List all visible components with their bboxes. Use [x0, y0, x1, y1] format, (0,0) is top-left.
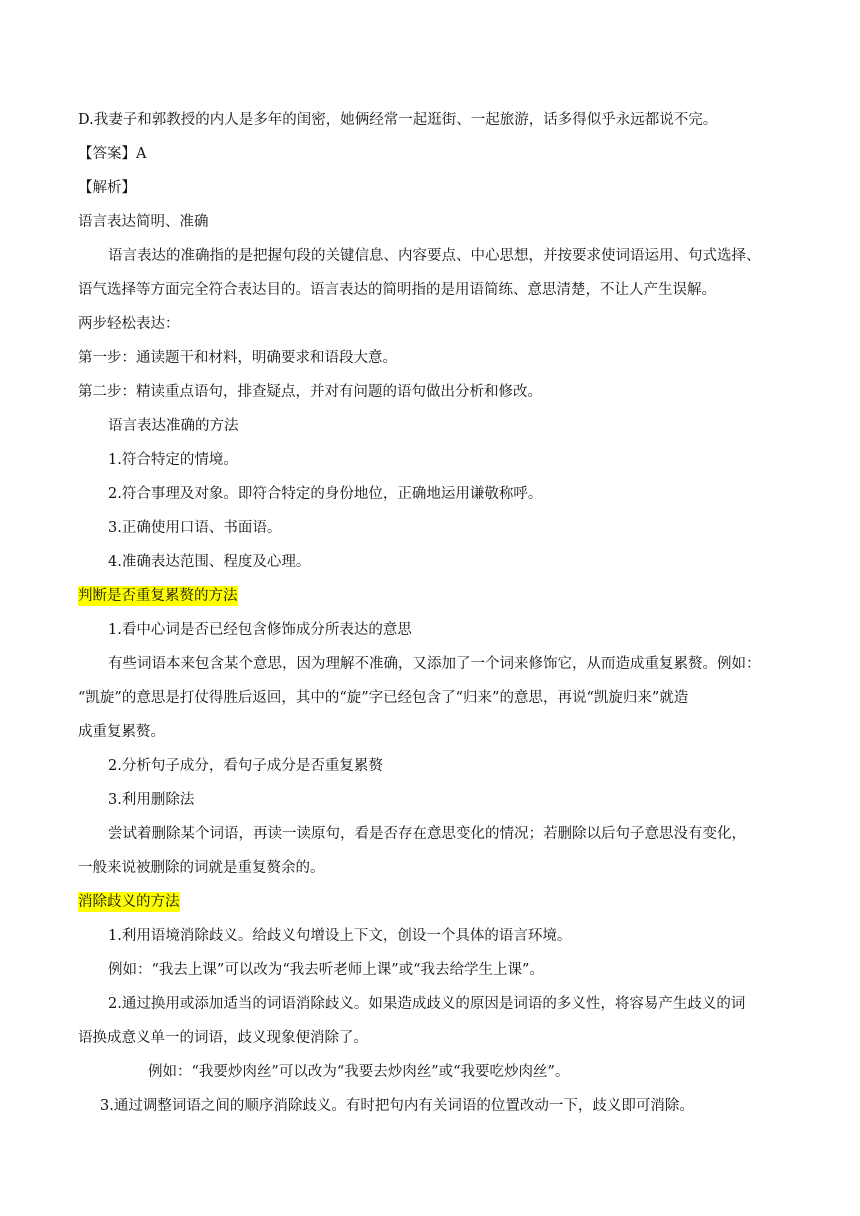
ambiguity-section-title: 消除歧义的方法	[78, 894, 180, 910]
ambiguity-item-2-line-1: 2.通过换用或添加适当的词语消除歧义。如果造成歧义的原因是词语的多义性，将容易产生歧义的词	[108, 996, 746, 1012]
two-steps-heading: 两步轻松表达：	[78, 316, 180, 332]
accuracy-item-1: 1.符合特定的情境。	[108, 452, 238, 468]
intro-line-2: 语气选择等方面完全符合表达目的。语言表达的简明指的是用语简练、意思清楚，不让人产生误解。	[78, 282, 716, 298]
step-1: 第一步：通读题干和材料，明确要求和语段大意。	[78, 350, 397, 366]
accuracy-item-2: 2.符合事理及对象。即符合特定的身份地位，正确地运用谦敬称呼。	[108, 486, 543, 502]
analysis-label: 【解析】	[78, 180, 136, 196]
redundancy-section-title: 判断是否重复累赘的方法	[78, 588, 238, 604]
ambiguity-item-1: 1.利用语境消除歧义。给歧义句增设上下文，创设一个具体的语言环境。	[108, 928, 572, 944]
redundancy-paragraph-line-3: 成重复累赘。	[78, 724, 165, 740]
ambiguity-example-2: 例如：“我要炒肉丝”可以改为“我要去炒肉丝”或“我要吃炒肉丝”。	[148, 1064, 570, 1080]
answer-label: 【答案】A	[78, 146, 147, 162]
step-2: 第二步：精读重点语句，排查疑点，并对有问题的语句做出分析和修改。	[78, 384, 542, 400]
deletion-paragraph-line-1: 尝试着删除某个词语，再读一读原句，看是否存在意思变化的情况；若删除以后句子意思没有变化，	[108, 826, 746, 842]
ambiguity-item-2-line-2: 语换成意义单一的词语，歧义现象便消除了。	[78, 1030, 368, 1046]
deletion-paragraph-line-2: 一般来说被删除的词就是重复赘余的。	[78, 860, 325, 876]
topic-heading: 语言表达简明、准确	[78, 214, 209, 230]
redundancy-item-2: 2.分析句子成分，看句子成分是否重复累赘	[108, 758, 383, 774]
accuracy-item-4: 4.准确表达范围、程度及心理。	[108, 554, 311, 570]
redundancy-paragraph-line-2: “凯旋”的意思是打仗得胜后返回，其中的“旋”字已经包含了“归来”的意思，再说“凯旋归来”就造	[78, 690, 689, 706]
accuracy-item-3: 3.正确使用口语、书面语。	[108, 520, 282, 536]
intro-line-1: 语言表达的准确指的是把握句段的关键信息、内容要点、中心思想，并按要求使词语运用、句式选择、	[108, 248, 761, 264]
redundancy-item-1: 1.看中心词是否已经包含修饰成分所表达的意思	[108, 622, 412, 638]
redundancy-paragraph-line-1: 有些词语本来包含某个意思，因为理解不准确，又添加了一个词来修饰它，从而造成重复累赘。例如：	[108, 656, 761, 672]
ambiguity-example-1: 例如：“我去上课”可以改为“我去听老师上课”或“我去给学生上课”。	[108, 962, 544, 978]
redundancy-item-3: 3.利用删除法	[108, 792, 195, 808]
accuracy-methods-title: 语言表达准确的方法	[108, 418, 239, 434]
ambiguity-item-3: 3.通过调整词语之间的顺序消除歧义。有时把句内有关词语的位置改动一下，歧义即可消除。	[100, 1098, 694, 1114]
option-d-text: D.我妻子和郭教授的内人是多年的闺密，她俩经常一起逛街、一起旅游，话多得似乎永远都说不完。	[78, 112, 718, 128]
